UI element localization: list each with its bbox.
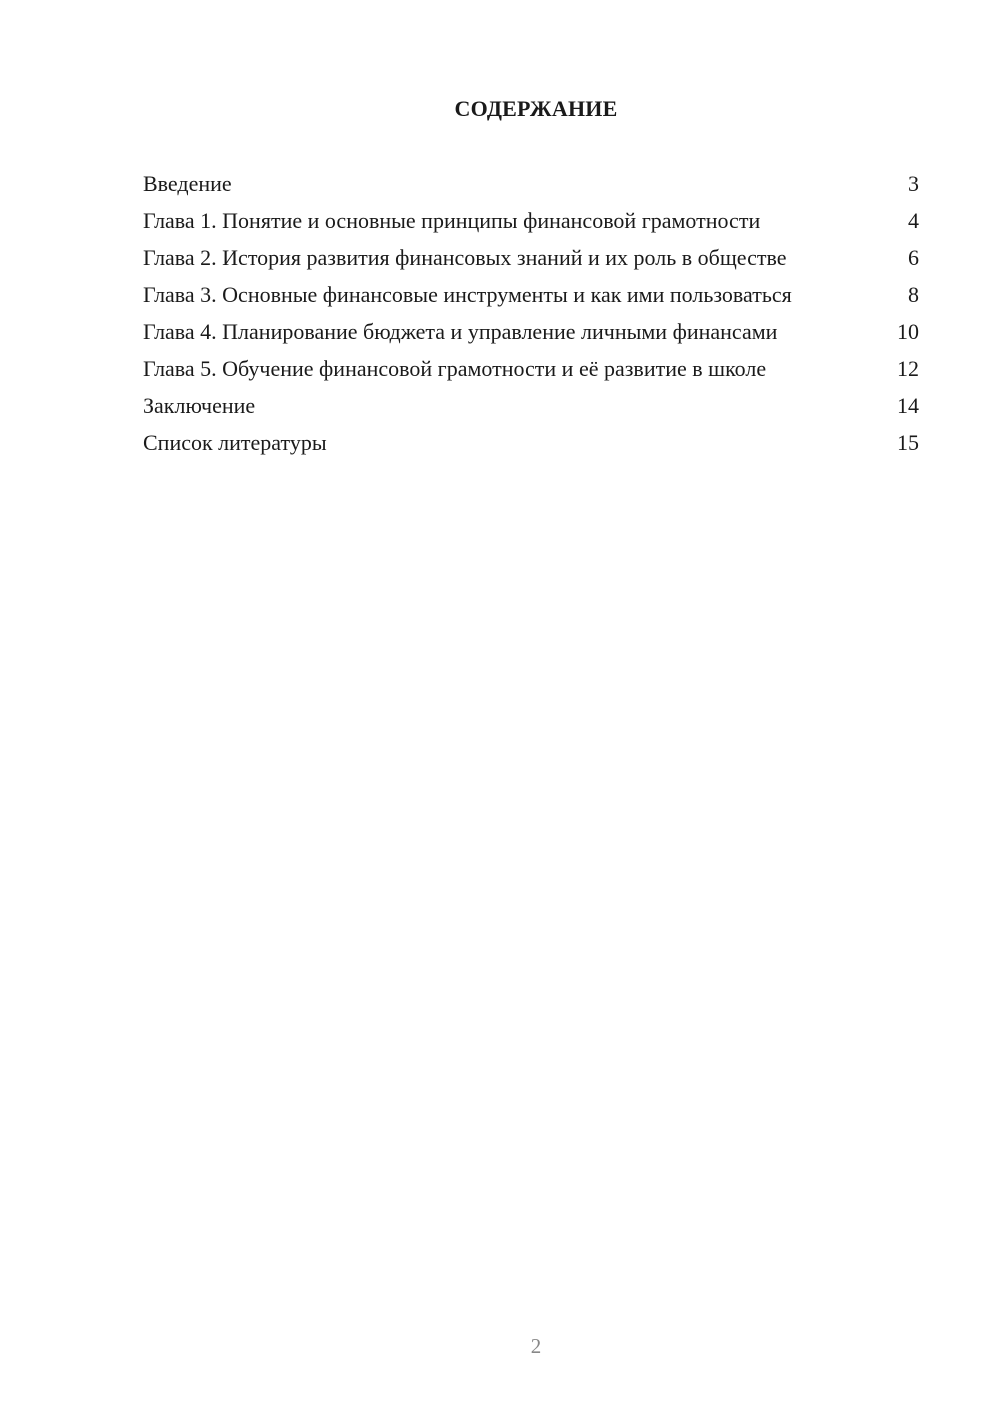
- toc-entry-chapter-5[interactable]: [143, 355, 919, 382]
- toc-entry-text: Глава 1. Понятие и основные принципы финансовой грамотности: [143, 208, 761, 233]
- toc-entry-chapter-1[interactable]: [143, 207, 919, 234]
- toc-entry-references[interactable]: [143, 429, 919, 456]
- toc-entry-chapter-3[interactable]: [143, 281, 919, 308]
- toc-entry-page: 14: [897, 393, 919, 418]
- toc-entry-page: 4: [908, 208, 919, 233]
- toc-entry-conclusion[interactable]: [143, 392, 919, 419]
- table-of-contents: [143, 170, 919, 466]
- toc-entry-page: 10: [897, 319, 919, 344]
- toc-entry-text: Глава 2. История развития финансовых знаний и их роль в обществе: [143, 245, 787, 270]
- toc-entry-text: Глава 5. Обучение финансовой грамотности и её развитие в школе: [143, 356, 767, 381]
- toc-entry-page: 3: [908, 171, 919, 196]
- toc-entry-page: 8: [908, 282, 919, 307]
- toc-entry-page: 15: [897, 430, 919, 455]
- toc-entry-text: Заключение: [143, 393, 256, 418]
- toc-entry-text: Введение: [143, 171, 232, 196]
- toc-entry-text: Глава 4. Планирование бюджета и управление личными финансами: [143, 319, 778, 344]
- page-title: СОДЕРЖАНИЕ: [454, 96, 618, 121]
- toc-entry-text: Список литературы: [143, 430, 327, 455]
- page-number: 2: [530, 1334, 542, 1358]
- toc-entry-page: 12: [897, 356, 919, 381]
- toc-entry-chapter-2[interactable]: [143, 244, 919, 271]
- toc-entry-text: Глава 3. Основные финансовые инструменты и как ими пользоваться: [143, 282, 792, 307]
- toc-entry-page: 6: [908, 245, 919, 270]
- toc-entry-chapter-4[interactable]: [143, 318, 919, 345]
- toc-entry-introduction[interactable]: [143, 170, 919, 197]
